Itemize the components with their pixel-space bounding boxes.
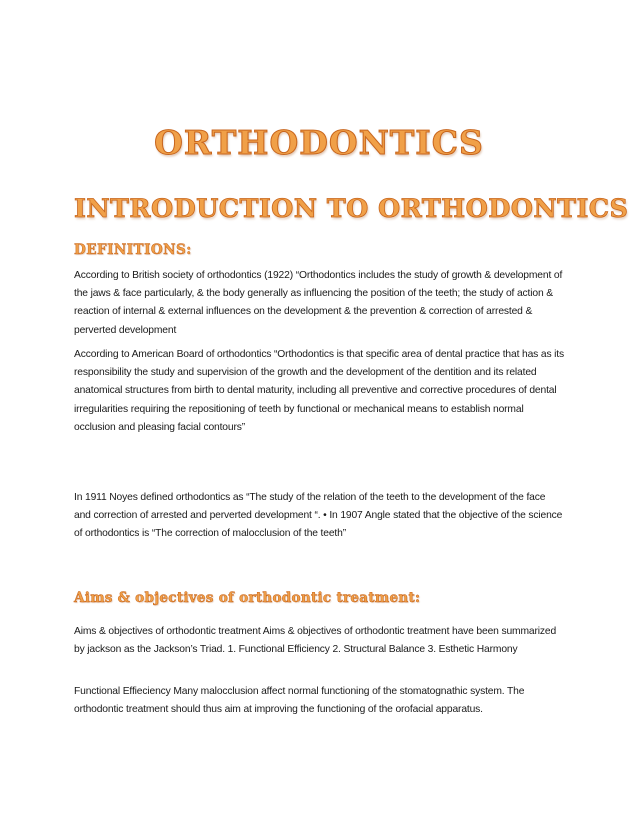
document-subtitle: INTRODUCTION TO ORTHODONTICS xyxy=(74,194,629,225)
section-heading-aims-objectives: Aims & objectives of orthodontic treatment: xyxy=(74,589,421,606)
paragraph-jacksons-triad: Aims & objectives of orthodontic treatment Aims & objectives of orthodontic treatment have been summarized by jackson as the Jackson’s Triad. 1. Functional Efficiency 2. Structural Balance 3. Esthetic Harmony xyxy=(74,626,557,656)
paragraph-noyes-angle-definition: In 1911 Noyes defined orthodontics as “The study of the relation of the teeth to the development of the face and correction of arrested and perverted development “. • In 1907 Angle stated that the objective of the science of orthodontics is “The correction of malocclusion of the teeth” xyxy=(74,492,563,540)
paragraph-british-society-definition: According to British society of orthodontics (1922) “Orthodontics includes the study of growth & development of the jaws & face particularly, & the body generally as influencing the position of the teeth; the study of action & reaction of internal & external influences on the development & the prevention & correction of arrested & perverted development xyxy=(74,270,563,336)
document-title: ORTHODONTICS xyxy=(154,123,484,163)
paragraph-functional-efficiency: Functional Effieciency Many malocclusion affect normal functioning of the stomatognathic system. The orthodontic treatment should thus aim at improving the functioning of the orofacial apparatus. xyxy=(74,686,525,716)
paragraph-american-board-definition: According to American Board of orthodontics “Orthodontics is that specific area of dental practice that has as its responsibility the study and supervision of the growth and the development of the dentition and its related anatomical structures from birth to dental maturity, including all preventive and corrective procedures of dental irregularities requiring the repositioning of teeth by functional or mechanical means to establish normal occlusion and pleasing facial contours” xyxy=(74,349,564,433)
section-heading-definitions: DEFINITIONS: xyxy=(74,241,192,258)
